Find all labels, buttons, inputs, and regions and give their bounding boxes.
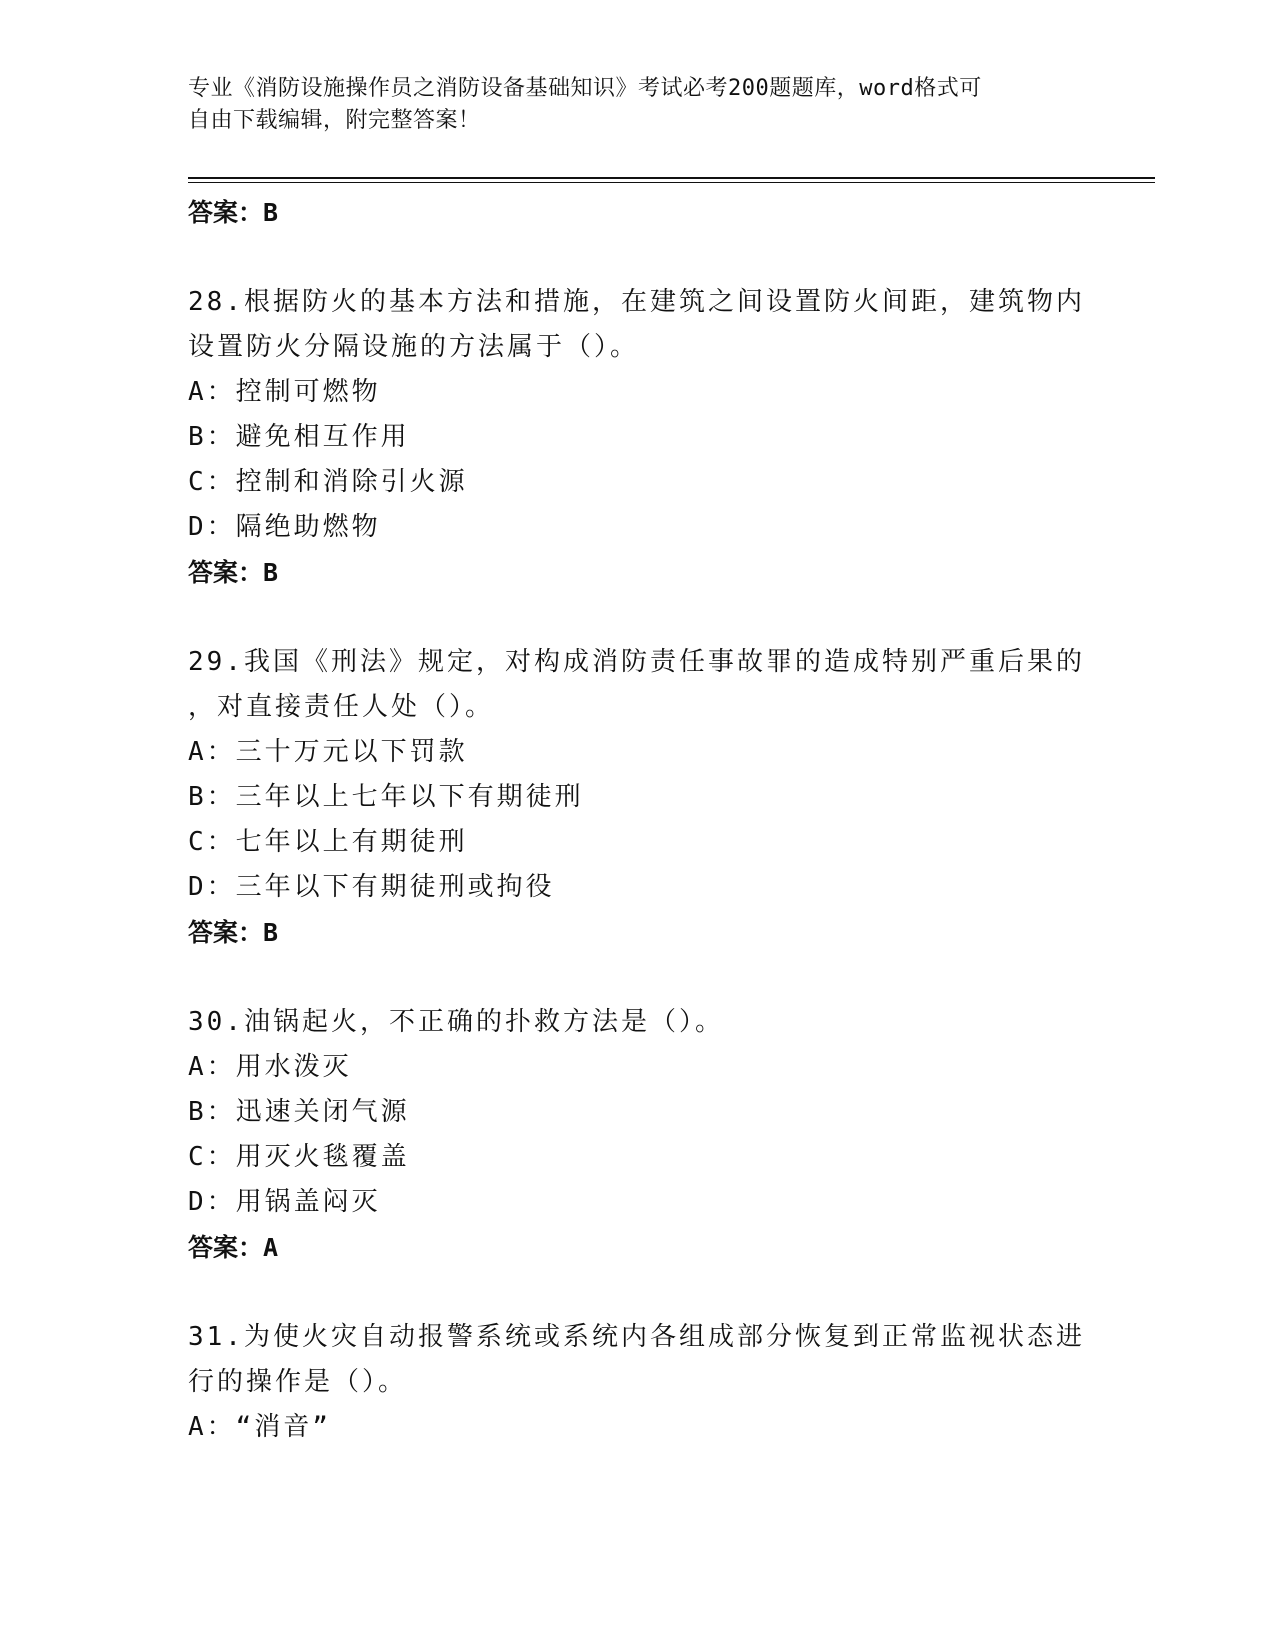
- question-30: [188, 1000, 1088, 1270]
- answer-line: [188, 910, 1088, 955]
- option-b: B：避免相互作用: [188, 422, 410, 452]
- option-d: D：隔绝助燃物: [188, 512, 381, 542]
- question-text-line: 设置防火分隔设施的方法属于（）。: [188, 332, 640, 362]
- answer-line: [188, 550, 1088, 595]
- question-29: [188, 640, 1088, 955]
- header-divider-thick: [188, 177, 1155, 179]
- answer-value: B: [263, 918, 279, 947]
- answer-label: 答案：: [188, 918, 264, 947]
- question-text-line: 30.油锅起火，不正确的扑救方法是（）。: [188, 1007, 724, 1037]
- option-b: B：三年以上七年以下有期徒刑: [188, 782, 584, 812]
- header-divider-thin: [188, 182, 1155, 183]
- question-list: [188, 190, 1088, 1450]
- question-text: [188, 1315, 1088, 1405]
- spacer: [188, 955, 1088, 1000]
- option-d: D：三年以下有期徒刑或拘役: [188, 872, 555, 902]
- answer-label: 答案：: [188, 558, 264, 587]
- question-text-line: 29.我国《刑法》规定，对构成消防责任事故罪的造成特别严重后果的: [188, 647, 1085, 677]
- option-b: B：迅速关闭气源: [188, 1097, 410, 1127]
- question-text-line: 行的操作是（）。: [188, 1367, 408, 1397]
- answer-line: [188, 190, 1088, 235]
- option-a: A：用水泼灭: [188, 1052, 352, 1082]
- answer-value: A: [263, 1233, 279, 1262]
- spacer: [188, 235, 1088, 280]
- option-a: A：“消音”: [188, 1412, 331, 1442]
- question-text: [188, 640, 1088, 730]
- header-line-1: 专业《消防设施操作员之消防设备基础知识》考试必考200题题库，word格式可: [188, 76, 982, 101]
- answer-value: B: [263, 558, 279, 587]
- header-line-2: 自由下载编辑，附完整答案！: [188, 108, 481, 133]
- option-a: A：控制可燃物: [188, 377, 381, 407]
- option-c: C：用灭火毯覆盖: [188, 1142, 410, 1172]
- document-header: [188, 73, 1088, 137]
- question-text: [188, 280, 1088, 370]
- answer-value: B: [263, 198, 279, 227]
- question-text-line: 31.为使火灾自动报警系统或系统内各组成部分恢复到正常监视状态进: [188, 1322, 1085, 1352]
- option-c: C：控制和消除引火源: [188, 467, 468, 497]
- option-d: D：用锅盖闷灭: [188, 1187, 381, 1217]
- question-text-line: 28.根据防火的基本方法和措施，在建筑之间设置防火间距，建筑物内: [188, 287, 1085, 317]
- spacer: [188, 595, 1088, 640]
- spacer: [188, 1270, 1088, 1315]
- question-28: [188, 280, 1088, 595]
- option-c: C：七年以上有期徒刑: [188, 827, 468, 857]
- answer-label: 答案：: [188, 1233, 264, 1262]
- question-31: [188, 1315, 1088, 1450]
- answer-line: [188, 1225, 1088, 1270]
- question-text: [188, 1000, 1088, 1045]
- option-a: A：三十万元以下罚款: [188, 737, 468, 767]
- question-text-line: ，对直接责任人处（）。: [188, 692, 495, 722]
- answer-label: 答案：: [188, 198, 264, 227]
